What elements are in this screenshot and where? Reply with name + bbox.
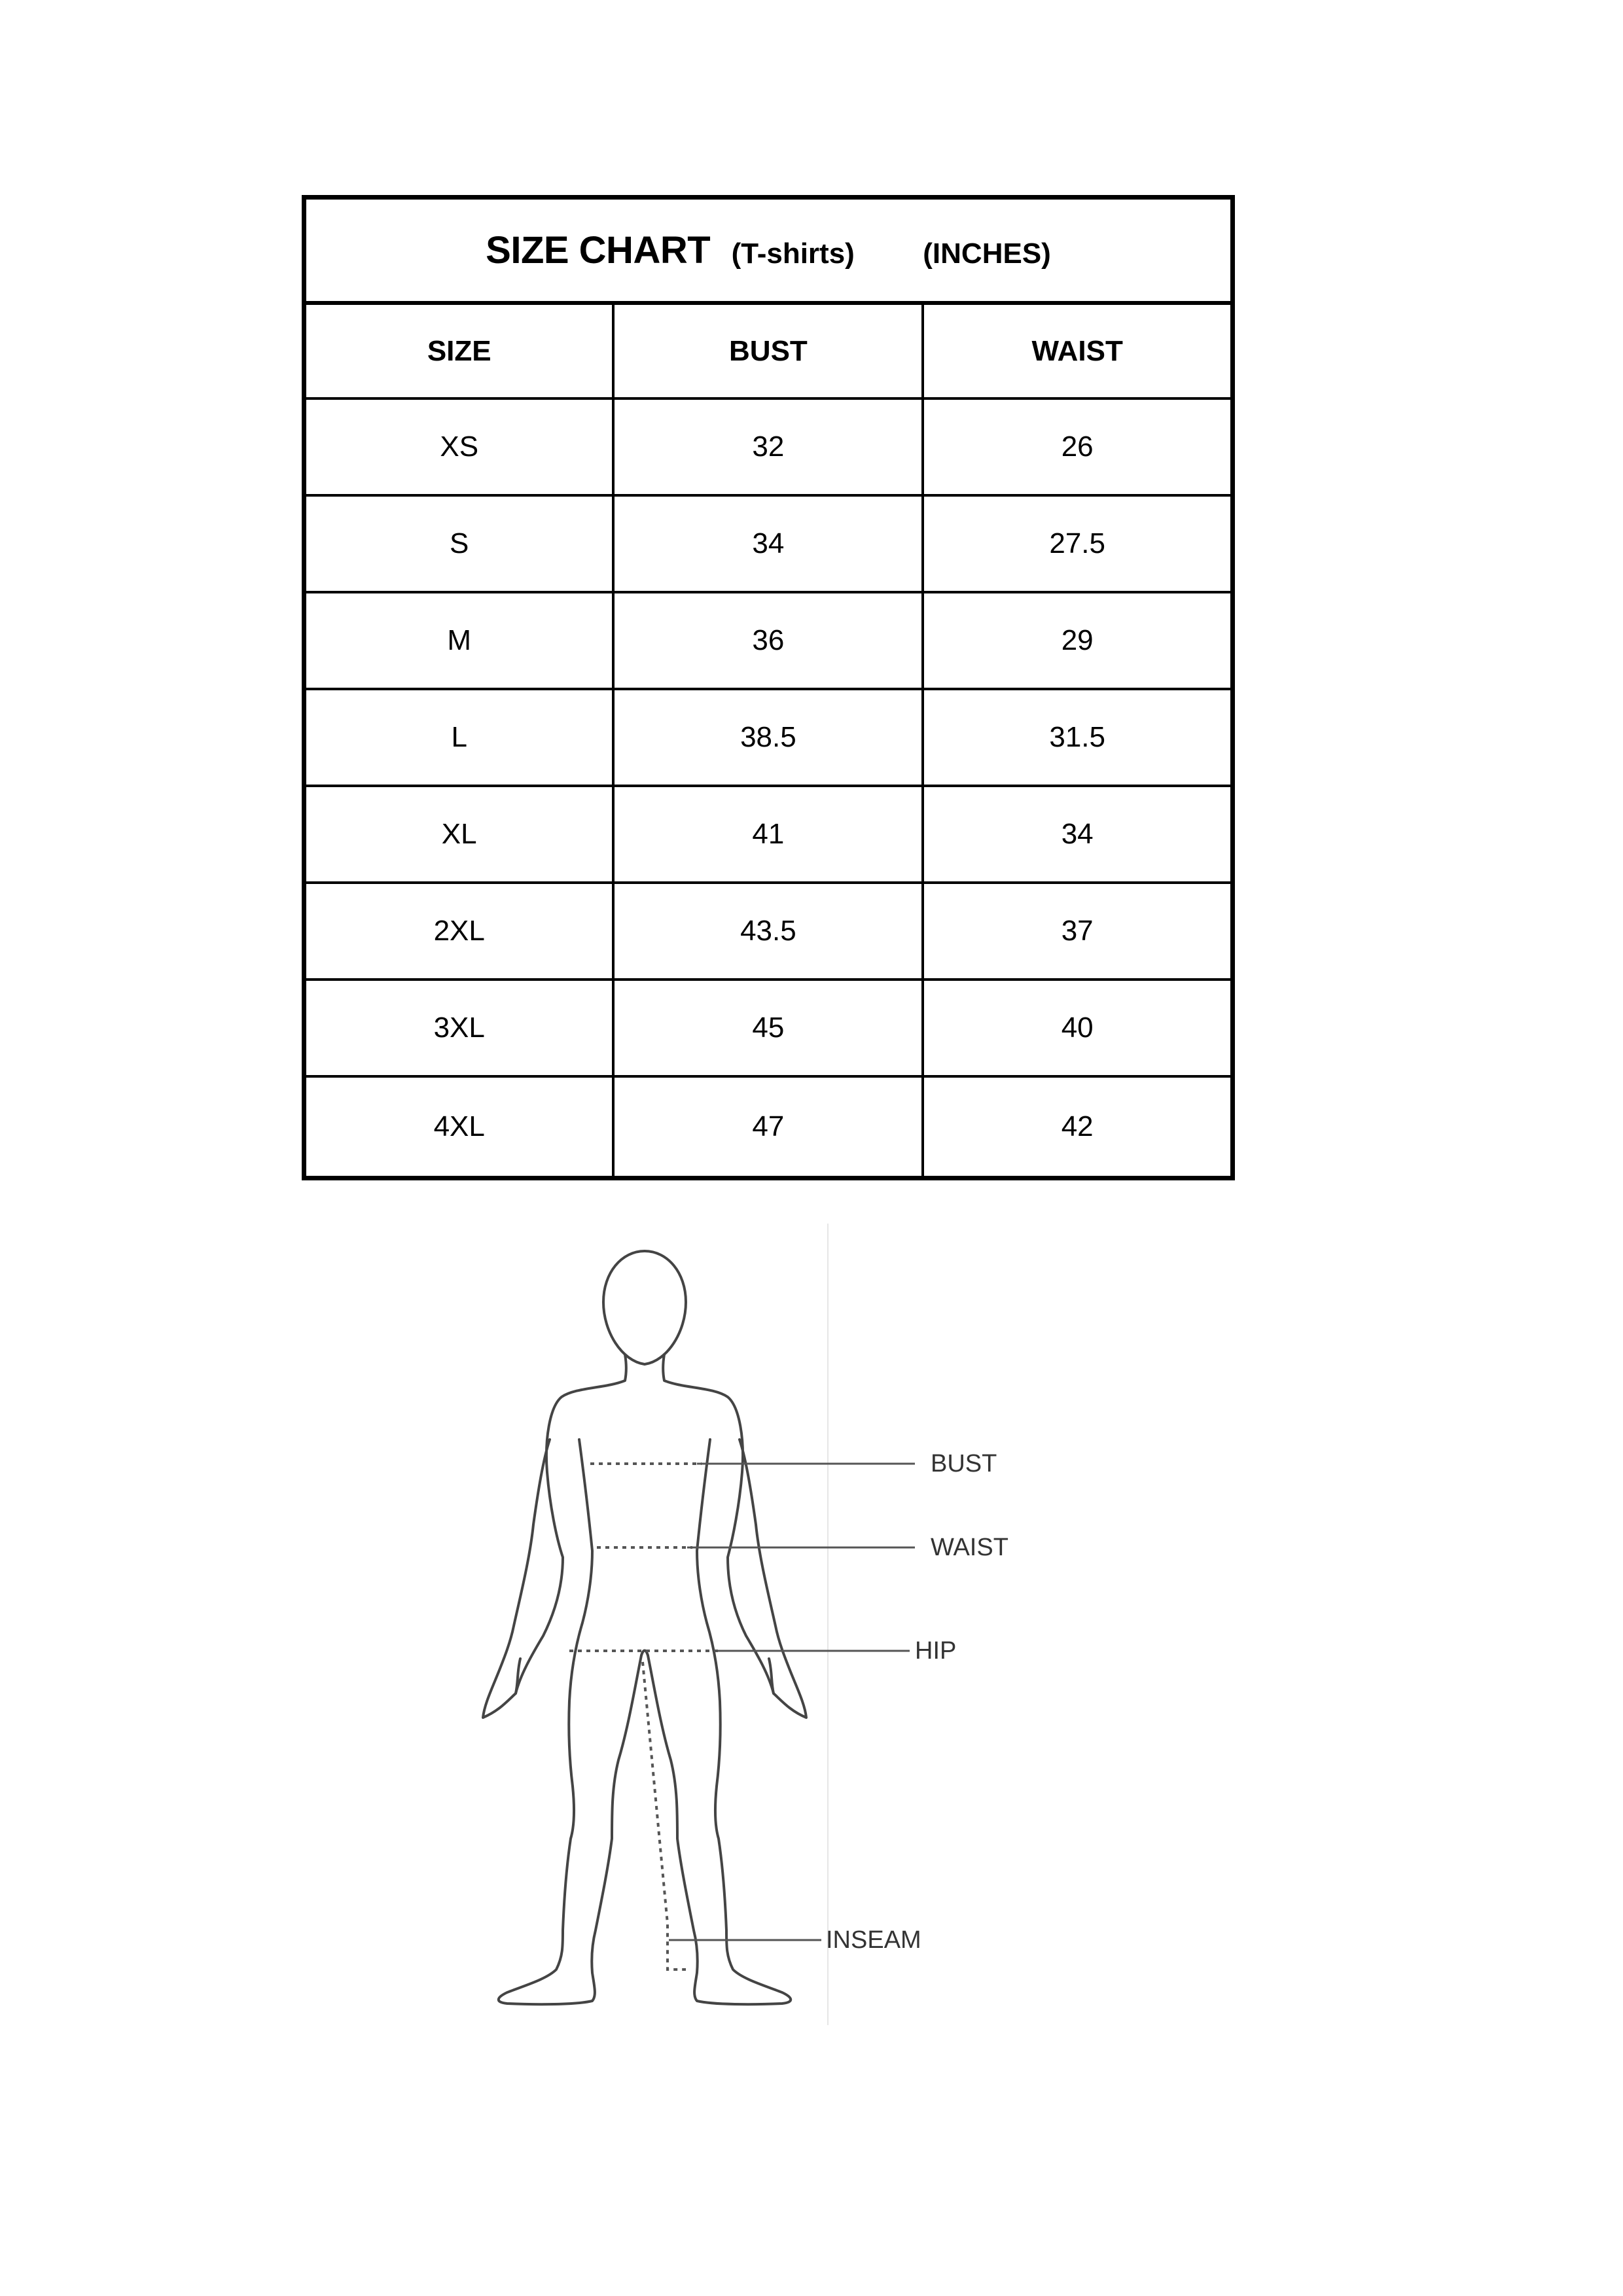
waist-cell: 31.5 xyxy=(923,689,1232,786)
column-header-size: SIZE xyxy=(304,303,614,398)
left-leg-outline xyxy=(499,1439,641,2004)
waist-cell: 26 xyxy=(923,398,1232,495)
waist-label: WAIST xyxy=(931,1534,1008,1561)
table-title-cell xyxy=(304,198,1233,304)
table-row xyxy=(304,1076,1233,1178)
right-arm-outline xyxy=(663,1354,806,1718)
size-cell: 2XL xyxy=(304,883,614,980)
chart-subtitle: (T-shirts) xyxy=(731,238,855,270)
leader-lines xyxy=(669,1464,915,1940)
size-cell: L xyxy=(304,689,614,786)
table-row xyxy=(304,592,1233,689)
chart-unit: (INCHES) xyxy=(923,238,1051,270)
size-cell: 4XL xyxy=(304,1076,614,1178)
bust-cell: 41 xyxy=(613,786,923,883)
bust-cell: 47 xyxy=(613,1076,923,1178)
bust-cell: 34 xyxy=(613,495,923,592)
size-cell: M xyxy=(304,592,614,689)
waist-cell: 29 xyxy=(923,592,1232,689)
bust-cell: 36 xyxy=(613,592,923,689)
waist-cell: 40 xyxy=(923,980,1232,1076)
right-leg-outline xyxy=(648,1439,791,2004)
waist-cell: 34 xyxy=(923,786,1232,883)
size-chart-table xyxy=(302,195,1235,1180)
head-shape xyxy=(603,1251,686,1364)
column-header-waist: WAIST xyxy=(923,303,1232,398)
left-arm-outline xyxy=(483,1354,626,1718)
table-title-row xyxy=(304,198,1233,304)
body-measurement-diagram xyxy=(458,1217,1047,2028)
waist-cell: 37 xyxy=(923,883,1232,980)
size-cell: XL xyxy=(304,786,614,883)
bust-cell: 32 xyxy=(613,398,923,495)
bust-cell: 43.5 xyxy=(613,883,923,980)
size-cell: 3XL xyxy=(304,980,614,1076)
table-row xyxy=(304,980,1233,1076)
table-row xyxy=(304,689,1233,786)
size-cell: XS xyxy=(304,398,614,495)
column-header-bust: BUST xyxy=(613,303,923,398)
bust-label: BUST xyxy=(931,1450,997,1477)
table-row xyxy=(304,495,1233,592)
inseam-label: INSEAM xyxy=(826,1926,921,1954)
table-row xyxy=(304,398,1233,495)
hip-label: HIP xyxy=(915,1637,957,1665)
bust-cell: 45 xyxy=(613,980,923,1076)
waist-cell: 27.5 xyxy=(923,495,1232,592)
table-row xyxy=(304,883,1233,980)
waist-cell: 42 xyxy=(923,1076,1232,1178)
table-row xyxy=(304,786,1233,883)
inseam-measure-line xyxy=(643,1662,686,1969)
chart-title: SIZE CHART xyxy=(486,229,711,272)
bust-cell: 38.5 xyxy=(613,689,923,786)
body-outline xyxy=(483,1251,806,2004)
table-header-row xyxy=(304,303,1233,398)
size-cell: S xyxy=(304,495,614,592)
